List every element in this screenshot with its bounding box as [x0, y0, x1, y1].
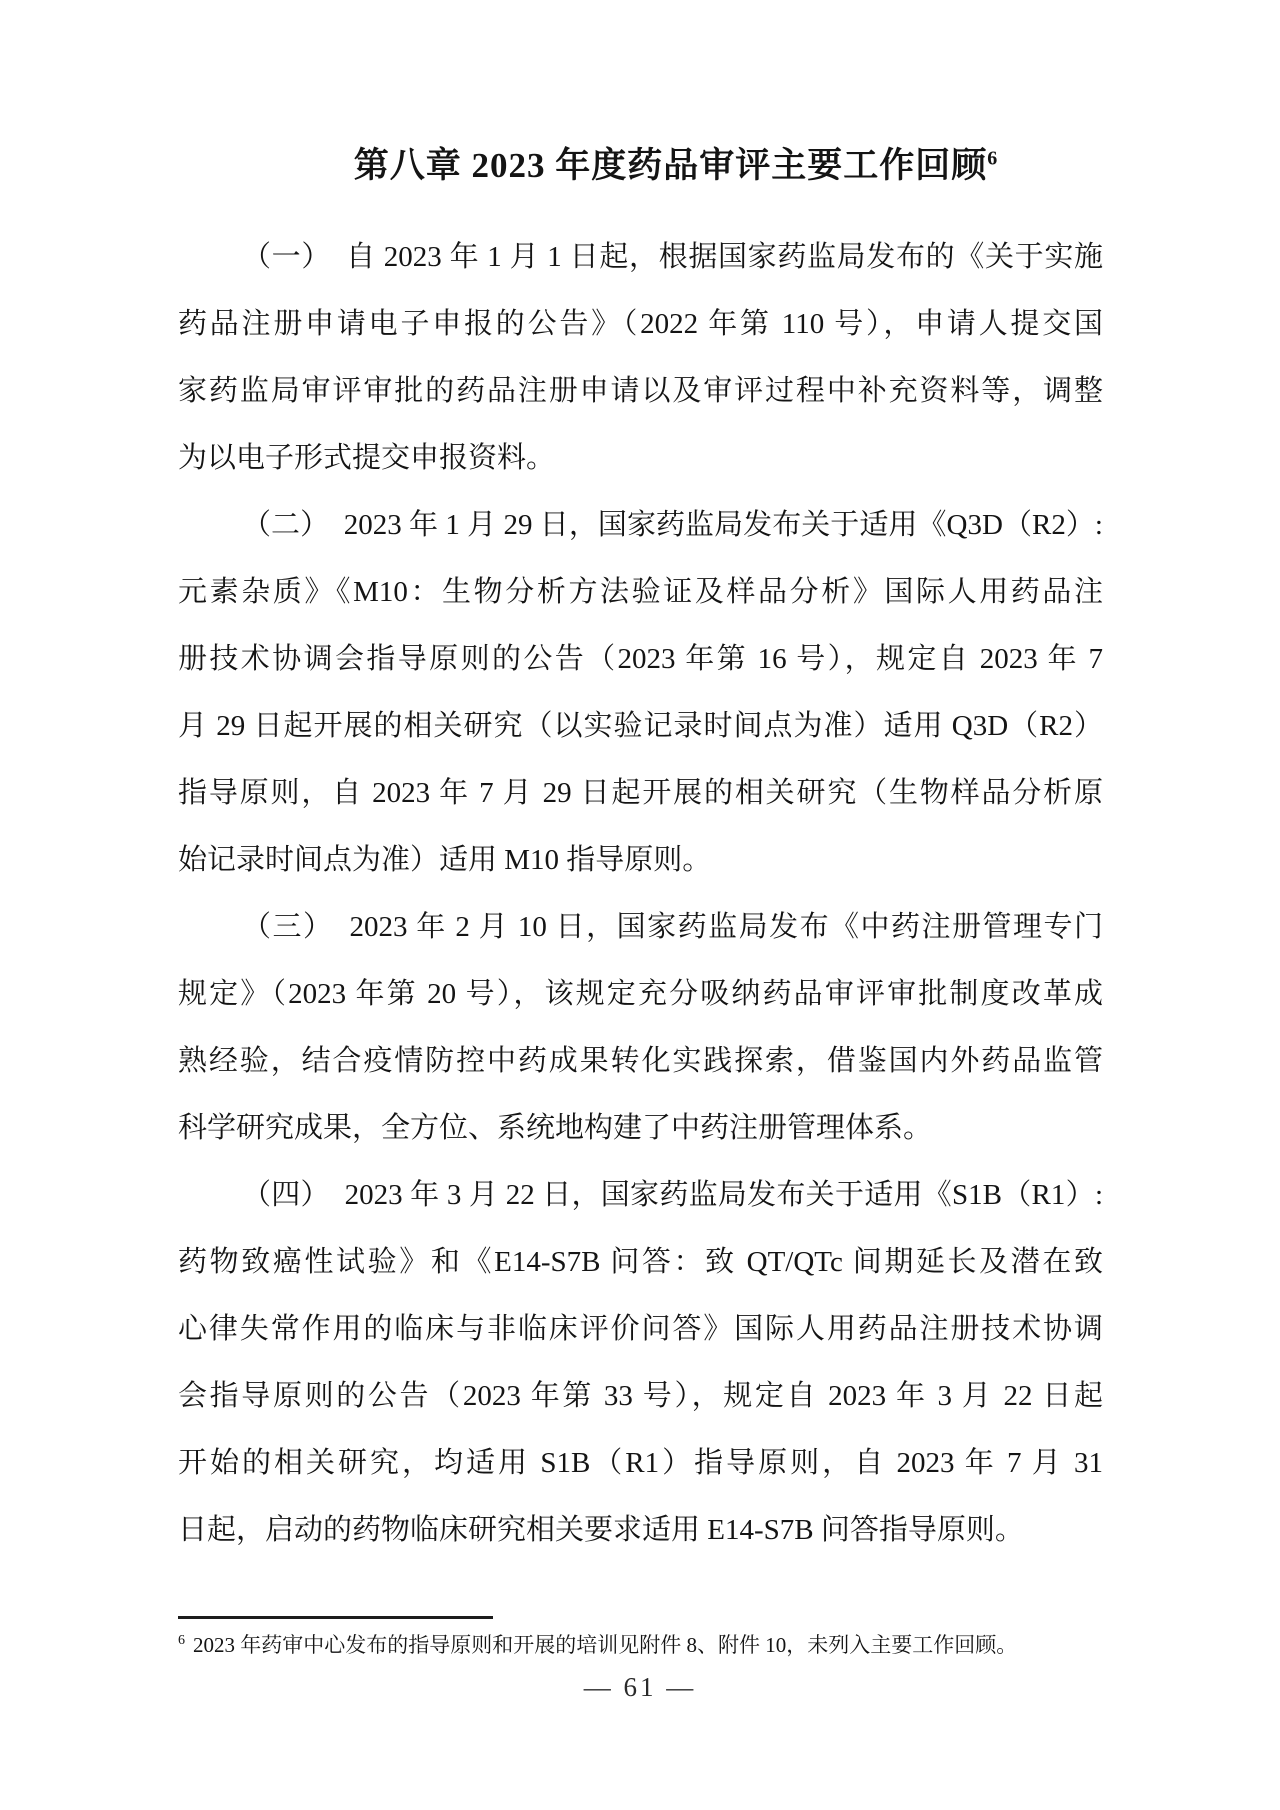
footnote-text: 2023 年药审中心发布的指导原则和开展的培训见附件 8、附件 10，未列入主要工作回顾。	[193, 1633, 1018, 1657]
body-line: 为以电子形式提交申报资料。	[178, 442, 556, 474]
page-number: — 61 —	[583, 1672, 697, 1702]
body-line: 日起，启动的药物临床研究相关要求适用 E14-S7B 问答指导原则。	[178, 1514, 1024, 1546]
body-line: 开始的相关研究，均适用 S1B（R1）指导原则，自 2023 年 7 月 31	[178, 1447, 1103, 1479]
body-line: 家药监局审评审批的药品注册申请以及审评过程中补充资料等，调整	[178, 375, 1103, 407]
body-line: 熟经验，结合疫情防控中药成果转化实践探索，借鉴国内外药品监管	[178, 1045, 1103, 1077]
chapter-title-text: 第八章 2023 年度药品审评主要工作回顾	[353, 146, 988, 185]
body-paragraphs	[178, 224, 1103, 1564]
body-line: 会指导原则的公告（2023 年第 33 号），规定自 2023 年 3 月 22 日起	[178, 1380, 1103, 1412]
footnote-separator-rule	[178, 1616, 493, 1619]
body-line: （一） 自 2023 年 1 月 1 日起，根据国家药监局发布的《关于实施	[242, 241, 1103, 273]
body-line: 规定》（2023 年第 20 号），该规定充分吸纳药品审评审批制度改革成	[178, 978, 1103, 1010]
body-line: 药品注册申请电子申报的公告》（2022 年第 110 号），申请人提交国	[178, 308, 1103, 340]
body-line: （四） 2023 年 3 月 22 日，国家药监局发布关于适用《S1B（R1）:	[242, 1179, 1103, 1211]
chapter-title	[0, 138, 1280, 188]
footnote-marker: 6	[178, 1633, 185, 1648]
body-line: 元素杂质》《M10：生物分析方法验证及样品分析》国际人用药品注	[178, 576, 1103, 608]
body-line: 册技术协调会指导原则的公告（2023 年第 16 号），规定自 2023 年 7	[178, 643, 1103, 675]
body-line: 科学研究成果，全方位、系统地构建了中药注册管理体系。	[178, 1112, 933, 1144]
body-line: 药物致癌性试验》和《E14-S7B 问答：致 QT/QTc 间期延长及潜在致	[178, 1246, 1103, 1278]
body-line: 月 29 日起开展的相关研究（以实验记录时间点为准）适用 Q3D（R2）	[178, 710, 1103, 742]
body-line: 心律失常作用的临床与非临床评价问答》国际人用药品注册技术协调	[178, 1313, 1103, 1345]
body-line: （三） 2023 年 2 月 10 日，国家药监局发布《中药注册管理专门	[242, 911, 1103, 943]
footnote	[178, 1630, 1128, 1660]
body-line: 指导原则，自 2023 年 7 月 29 日起开展的相关研究（生物样品分析原	[178, 777, 1103, 809]
body-line: （二） 2023 年 1 月 29 日，国家药监局发布关于适用《Q3D（R2）:	[242, 509, 1103, 541]
body-line: 始记录时间点为准）适用 M10 指导原则。	[178, 844, 712, 876]
chapter-title-footnote-marker: 6	[987, 147, 999, 170]
